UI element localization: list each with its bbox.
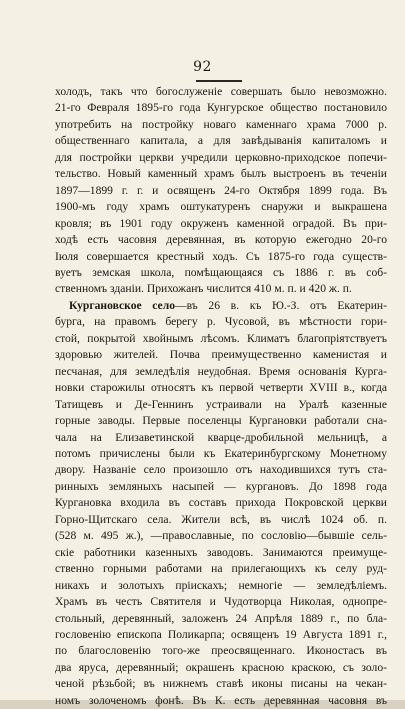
text-line: двору. Названіе село произошло отъ находившихся тутъ ста- — [55, 463, 387, 477]
text-line: 21-го Февраля 1895-го года Кунгурское общество постановило — [55, 101, 387, 115]
page-number: 92 — [193, 59, 212, 75]
text-line: ственно горными работами на прилегающихъ къ селу руд- — [55, 562, 387, 576]
text-line: новки старожилы относятъ къ первой четверти XVIII в., когда — [55, 381, 387, 395]
text-line: песчаная, для земледѣлія неудобная. Время основанія Курга- — [55, 364, 387, 378]
text-line: кровля; въ 1901 году окруженъ каменной оградой. Въ при- — [55, 216, 387, 230]
page-number-rule — [196, 80, 242, 82]
text-line: ственномъ зданіи. Прихожанъ числится 410 м. п. и 420 ж. п. — [55, 282, 352, 296]
text-fragment: —въ 26 в. къ Ю.-З. отъ Екатерин- — [175, 298, 387, 312]
village-heading-line — [55, 298, 387, 314]
text-line: по благословенію того-же преосвященнаго. Иконостасъ въ — [55, 644, 387, 658]
text-line: чала на Елизаветинской кварце-дробильной мельницѣ, а — [55, 430, 387, 444]
text-line: никахъ и золотыхъ пріискахъ; немногіе — земледѣліемъ. — [55, 578, 387, 592]
village-heading: Кургановское село — [69, 298, 176, 312]
text-line: вуетъ земская школа, помѣщающаяся съ 1886 г. въ соб- — [55, 265, 387, 279]
text-line: гословенію епископа Поликарпа; освященъ 19 Августа 1891 г., — [55, 627, 387, 641]
text-line: номъ золоченомъ фонѣ. Въ К. есть деревянная часовня въ — [55, 693, 387, 707]
text-line: ченой рѣзьбой; въ нижнемъ ставѣ иконы писаны на чекан- — [55, 677, 387, 691]
text-line: общественнаго капитала, а для завѣдыванія капиталомъ и — [55, 134, 387, 148]
text-line: Кургановка входила въ составъ прихода Покровской церкви — [55, 496, 387, 510]
text-line: здоровью жителей. Почва преимущественно каменистая и — [55, 348, 387, 362]
text-line: Горно-Щитскаго села. Жители всѣ, въ числѣ 1024 об. п. — [55, 512, 387, 526]
text-line: стой, покрытой хвойнымъ лѣсомъ. Климатъ благопріятствуетъ — [55, 331, 387, 345]
text-line: тельство. Новый каменный храмъ былъ выстроенъ въ теченіи — [55, 167, 387, 181]
text-line: холодъ, такъ что богослуженіе совершать было невозможно. — [55, 85, 387, 98]
text-line: стольный, деревянный, заложенъ 24 Апрѣля 1889 г., по бла- — [55, 611, 387, 625]
text-line: два яруса, деревянный; окрашенъ красною краскою, съ золо- — [55, 660, 387, 674]
text-line: Татищевъ и Де-Геннинъ устраивали на Уралѣ казенные — [55, 397, 387, 411]
text-line: ходѣ есть часовня деревянная, въ которую ежегодно 20-го — [55, 233, 387, 247]
text-line: бурга, на правомъ берегу р. Чусовой, въ мѣстности гори- — [55, 315, 387, 329]
text-line: Іюля совершается крестный ходъ. Съ 1875-го года существ- — [55, 249, 387, 263]
body-text — [55, 84, 387, 709]
text-line: скіе работники казенныхъ заводовъ. Занимаются преимуще- — [55, 545, 387, 559]
text-line: 1900-мъ году храмъ оштукатуренъ снаружи и выкрашена — [55, 200, 387, 214]
text-line: горные заводы. Первые поселенцы Кургановки работали сна- — [55, 414, 387, 428]
text-line: ринныхъ земляныхъ насыпей — кургановъ. До 1898 года — [55, 479, 387, 493]
text-line: для постройки церкви учредили церковно-приходское попечи- — [55, 150, 387, 164]
text-line: употребить на постройку новаго каменнаго храма 7000 р. — [55, 117, 387, 131]
text-line: (528 м. 495 ж.), —православные, по сословію—бывшіе сель- — [55, 529, 387, 543]
text-line: потомъ причислены были къ Екатеринбургскому Монетному — [55, 446, 387, 460]
text-line: Храмъ въ честь Святителя и Чудотворца Николая, однопре- — [55, 595, 387, 609]
text-line: 1897—1899 г. г. и освященъ 24-го Октября 1899 года. Въ — [55, 183, 387, 197]
